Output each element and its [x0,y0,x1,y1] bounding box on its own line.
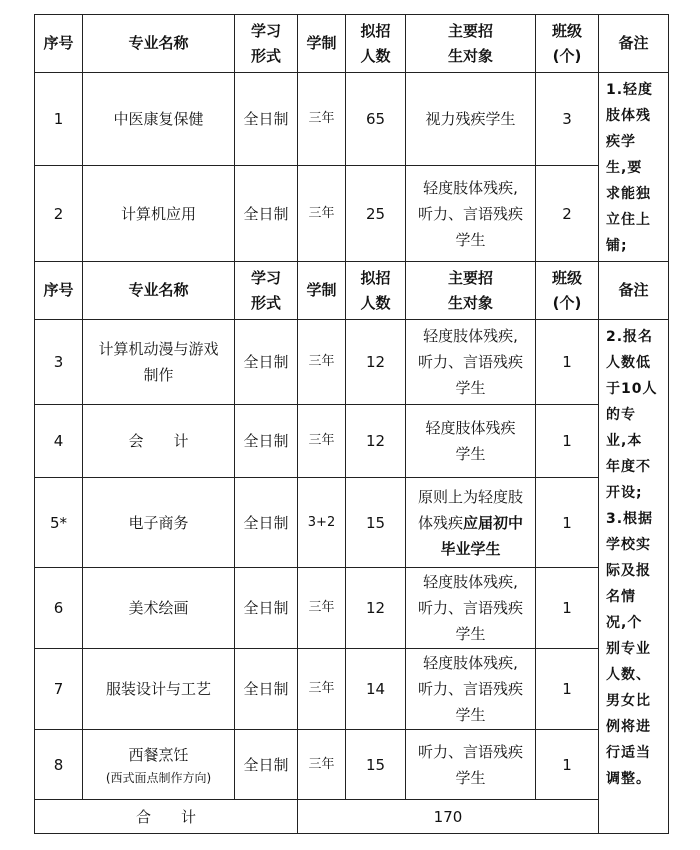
total-row [35,800,669,834]
cell-length: 三年 [298,649,346,730]
remark-note-1: 1.轻度 肢体残 疾学 生,要 求能独 立住上 铺; [599,73,669,262]
cell-length: 三年 [298,320,346,405]
cell-classes: 1 [536,649,599,730]
cell-target: 轻度肢体残疾, 听力、言语残疾 学生 [406,320,536,405]
cell-no: 2 [35,166,83,262]
cell-mode: 全日制 [235,730,298,800]
cell-no: 1 [35,73,83,166]
header-mode: 学习 形式 [235,15,298,73]
cell-plan: 65 [346,73,406,166]
cell-plan: 12 [346,405,406,478]
header-target: 主要招 生对象 [406,262,536,320]
cell-target: 轻度肢体残疾, 听力、言语残疾 学生 [406,649,536,730]
cell-major: 会 计 [83,405,235,478]
cell-plan: 14 [346,649,406,730]
header-no: 序号 [35,262,83,320]
header-plan: 拟招 人数 [346,15,406,73]
cell-no: 6 [35,568,83,649]
cell-no: 4 [35,405,83,478]
cell-classes: 2 [536,166,599,262]
cell-no: 3 [35,320,83,405]
header-length: 学制 [298,15,346,73]
table-row [35,320,669,405]
cell-major: 美术绘画 [83,568,235,649]
total-label: 合 计 [35,800,298,834]
header-major: 专业名称 [83,15,235,73]
cell-no: 7 [35,649,83,730]
cell-major: 计算机应用 [83,166,235,262]
cell-mode: 全日制 [235,649,298,730]
cell-classes: 1 [536,568,599,649]
table-row [35,166,669,262]
header-classes: 班级 (个) [536,15,599,73]
cell-target: 轻度肢体残疾, 听力、言语残疾 学生 [406,568,536,649]
cell-length: 三年 [298,730,346,800]
table-row [35,73,669,166]
cell-classes: 1 [536,320,599,405]
cell-mode: 全日制 [235,568,298,649]
cell-length: 三年 [298,405,346,478]
header-major: 专业名称 [83,262,235,320]
cell-classes: 1 [536,730,599,800]
cell-length: 三年 [298,73,346,166]
cell-length: 3+2 [298,478,346,568]
header-row [35,15,669,73]
header-row [35,262,669,320]
header-classes: 班级 (个) [536,262,599,320]
header-length: 学制 [298,262,346,320]
cell-target: 轻度肢体残疾, 听力、言语残疾 学生 [406,166,536,262]
cell-target: 听力、言语残疾 学生 [406,730,536,800]
header-plan: 拟招 人数 [346,262,406,320]
remark-note-2: 2.报名 人数低 于10人 的专 业,本 年度不 开设; 3.根据 学校实 际及报 名情 况,个 别专业 人数、 男女比 例将进 行适当 调整。 [599,320,669,834]
header-target: 主要招 生对象 [406,15,536,73]
cell-plan: 12 [346,568,406,649]
cell-classes: 1 [536,405,599,478]
cell-target: 视力残疾学生 [406,73,536,166]
cell-target: 原则上为轻度肢 体残疾应届初中 毕业学生 [406,478,536,568]
header-no: 序号 [35,15,83,73]
cell-mode: 全日制 [235,166,298,262]
cell-plan: 15 [346,730,406,800]
cell-plan: 25 [346,166,406,262]
enrollment-table [34,14,669,834]
cell-major: 电子商务 [83,478,235,568]
table-row [35,649,669,730]
table-row [35,405,669,478]
cell-mode: 全日制 [235,320,298,405]
cell-plan: 12 [346,320,406,405]
table-row [35,568,669,649]
cell-mode: 全日制 [235,478,298,568]
cell-major: 西餐烹饪 (西式面点制作方向) [83,730,235,800]
table-row [35,478,669,568]
table-row [35,730,669,800]
cell-target: 轻度肢体残疾 学生 [406,405,536,478]
cell-mode: 全日制 [235,73,298,166]
header-remark: 备注 [599,262,669,320]
header-remark: 备注 [599,15,669,73]
cell-no: 8 [35,730,83,800]
cell-length: 三年 [298,166,346,262]
cell-plan: 15 [346,478,406,568]
cell-classes: 3 [536,73,599,166]
cell-length: 三年 [298,568,346,649]
cell-classes: 1 [536,478,599,568]
cell-major: 服装设计与工艺 [83,649,235,730]
cell-major: 计算机动漫与游戏 制作 [83,320,235,405]
total-value: 170 [298,800,599,834]
header-mode: 学习 形式 [235,262,298,320]
cell-no: 5* [35,478,83,568]
cell-major: 中医康复保健 [83,73,235,166]
cell-mode: 全日制 [235,405,298,478]
